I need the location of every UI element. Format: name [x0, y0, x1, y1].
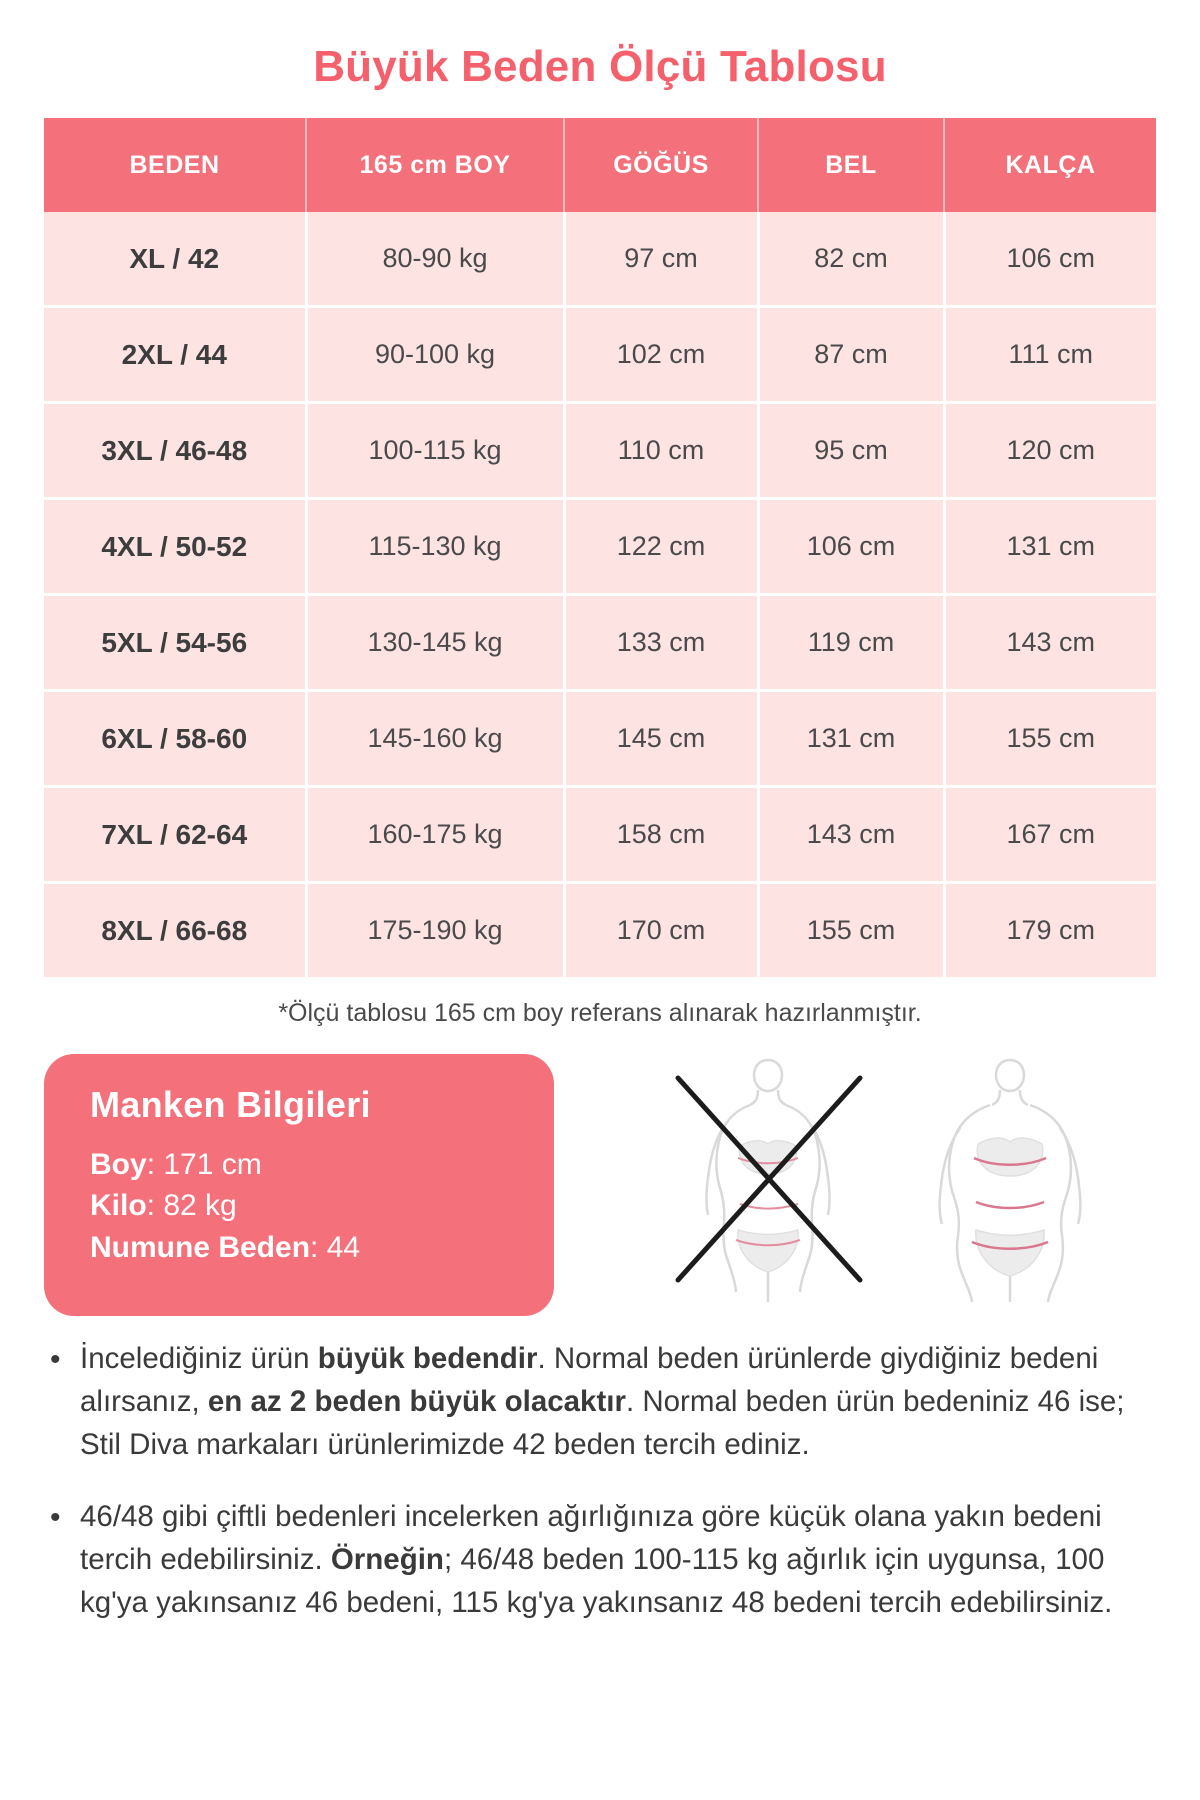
model-info-card [44, 1054, 554, 1316]
note-part-bold: büyük bedendir [317, 1342, 538, 1375]
cell-hip: 106 cm [944, 212, 1156, 307]
size-table-head [44, 118, 1156, 212]
table-header-row [44, 118, 1156, 212]
cell-weight: 90-100 kg [306, 307, 564, 403]
cell-hip: 143 cm [944, 595, 1156, 691]
table-row [44, 787, 1156, 883]
cell-waist: 119 cm [758, 595, 944, 691]
cell-size: 2XL / 44 [44, 307, 306, 403]
cell-bust: 145 cm [564, 691, 758, 787]
cell-size: 7XL / 62-64 [44, 787, 306, 883]
page-title: Büyük Beden Ölçü Tablosu [313, 42, 887, 91]
note-part: . Normal beden ürünlerde giydiğiniz bedeni alırsanız, [80, 1342, 1099, 1418]
cell-hip: 179 cm [944, 883, 1156, 978]
table-row [44, 212, 1156, 307]
cell-hip: 111 cm [944, 307, 1156, 403]
cell-weight: 160-175 kg [306, 787, 564, 883]
column-header-boy: 165 cm BOY [306, 118, 564, 212]
column-header-bel: BEL [758, 118, 944, 212]
model-info-section [44, 1054, 1156, 1316]
cell-bust: 122 cm [564, 499, 758, 595]
cell-weight: 100-115 kg [306, 403, 564, 499]
model-info-heading: Manken Bilgileri [90, 1084, 371, 1125]
model-weight [90, 1185, 520, 1226]
cell-weight: 115-130 kg [306, 499, 564, 595]
cell-waist: 95 cm [758, 403, 944, 499]
table-row [44, 883, 1156, 978]
note-text [80, 1496, 1140, 1624]
note-part: . Normal beden ürün bedeniniz 46 ise; Stil Diva markaları ürünlerimizde 42 beden tercih ediniz. [80, 1384, 1125, 1461]
cell-waist: 87 cm [758, 307, 944, 403]
cell-size: 6XL / 58-60 [44, 691, 306, 787]
table-row [44, 691, 1156, 787]
cell-bust: 97 cm [564, 212, 758, 307]
note-part-bold: Örneğin [330, 1543, 444, 1577]
bullet-icon: • [50, 1501, 61, 1535]
bullet-icon: • [50, 1343, 61, 1376]
note-part: ; 46/48 beden 100-115 kg ağırlık için uygunsa, 100 kg'ya yakınsanız 46 bedeni, 115 kg'ya yakınsanız 48 bedeni tercih edebilirsiniz. [80, 1543, 1113, 1619]
model-height-label: Boy [90, 1148, 147, 1181]
model-sample-size-value: : 44 [310, 1230, 361, 1264]
table-row [44, 403, 1156, 499]
cell-size: 3XL / 46-48 [44, 403, 306, 499]
size-table [44, 118, 1156, 977]
list-item [50, 1338, 1140, 1466]
model-height [90, 1144, 520, 1185]
note-part-bold: en az 2 beden büyük olacaktır [207, 1384, 626, 1418]
cell-waist: 143 cm [758, 787, 944, 883]
table-footnote: *Ölçü tablosu 165 cm boy referans alınarak hazırlanmıştır. [278, 999, 922, 1027]
size-table-body [44, 212, 1156, 977]
column-header-kalca: KALÇA [944, 118, 1156, 212]
model-sample-size-label: Numune Beden [90, 1230, 311, 1264]
cell-size: 8XL / 66-68 [44, 883, 306, 978]
column-header-gogus: GÖĞÜS [564, 118, 758, 212]
body-figures [598, 1054, 1156, 1316]
female-body-silhouette-measurements-icon [890, 1054, 1130, 1309]
list-item [50, 1496, 1140, 1624]
note-part: 46/48 gibi çiftli bedenleri incelerken ağırlığınıza göre küçük olana yakın bedeni tercih edebilirsiniz. [80, 1500, 1102, 1577]
cell-waist: 155 cm [758, 883, 944, 978]
cell-hip: 167 cm [944, 787, 1156, 883]
model-height-value: : 171 cm [146, 1148, 262, 1181]
cell-bust: 110 cm [564, 403, 758, 499]
note-part: İncelediğiniz ürün [80, 1342, 318, 1375]
table-row [44, 595, 1156, 691]
cell-bust: 133 cm [564, 595, 758, 691]
female-body-silhouette-crossed-icon [648, 1054, 888, 1309]
notes-list [44, 1338, 1156, 1625]
note-text [80, 1338, 1140, 1466]
cell-bust: 102 cm [564, 307, 758, 403]
model-sample-size [90, 1227, 520, 1268]
cell-size: XL / 42 [44, 212, 306, 307]
cell-size: 4XL / 50-52 [44, 499, 306, 595]
cell-bust: 158 cm [564, 787, 758, 883]
cell-hip: 131 cm [944, 499, 1156, 595]
table-row [44, 499, 1156, 595]
cell-hip: 155 cm [944, 691, 1156, 787]
column-header-beden: BEDEN [44, 118, 306, 212]
cell-waist: 131 cm [758, 691, 944, 787]
model-weight-value: : 82 kg [146, 1189, 237, 1223]
cell-hip: 120 cm [944, 403, 1156, 499]
cell-weight: 80-90 kg [306, 212, 564, 307]
cell-weight: 175-190 kg [306, 883, 564, 978]
cell-bust: 170 cm [564, 883, 758, 978]
cell-waist: 82 cm [758, 212, 944, 307]
table-row [44, 307, 1156, 403]
cell-weight: 145-160 kg [306, 691, 564, 787]
model-weight-label: Kilo [90, 1189, 147, 1223]
cell-size: 5XL / 54-56 [44, 595, 306, 691]
cell-weight: 130-145 kg [306, 595, 564, 691]
cell-waist: 106 cm [758, 499, 944, 595]
